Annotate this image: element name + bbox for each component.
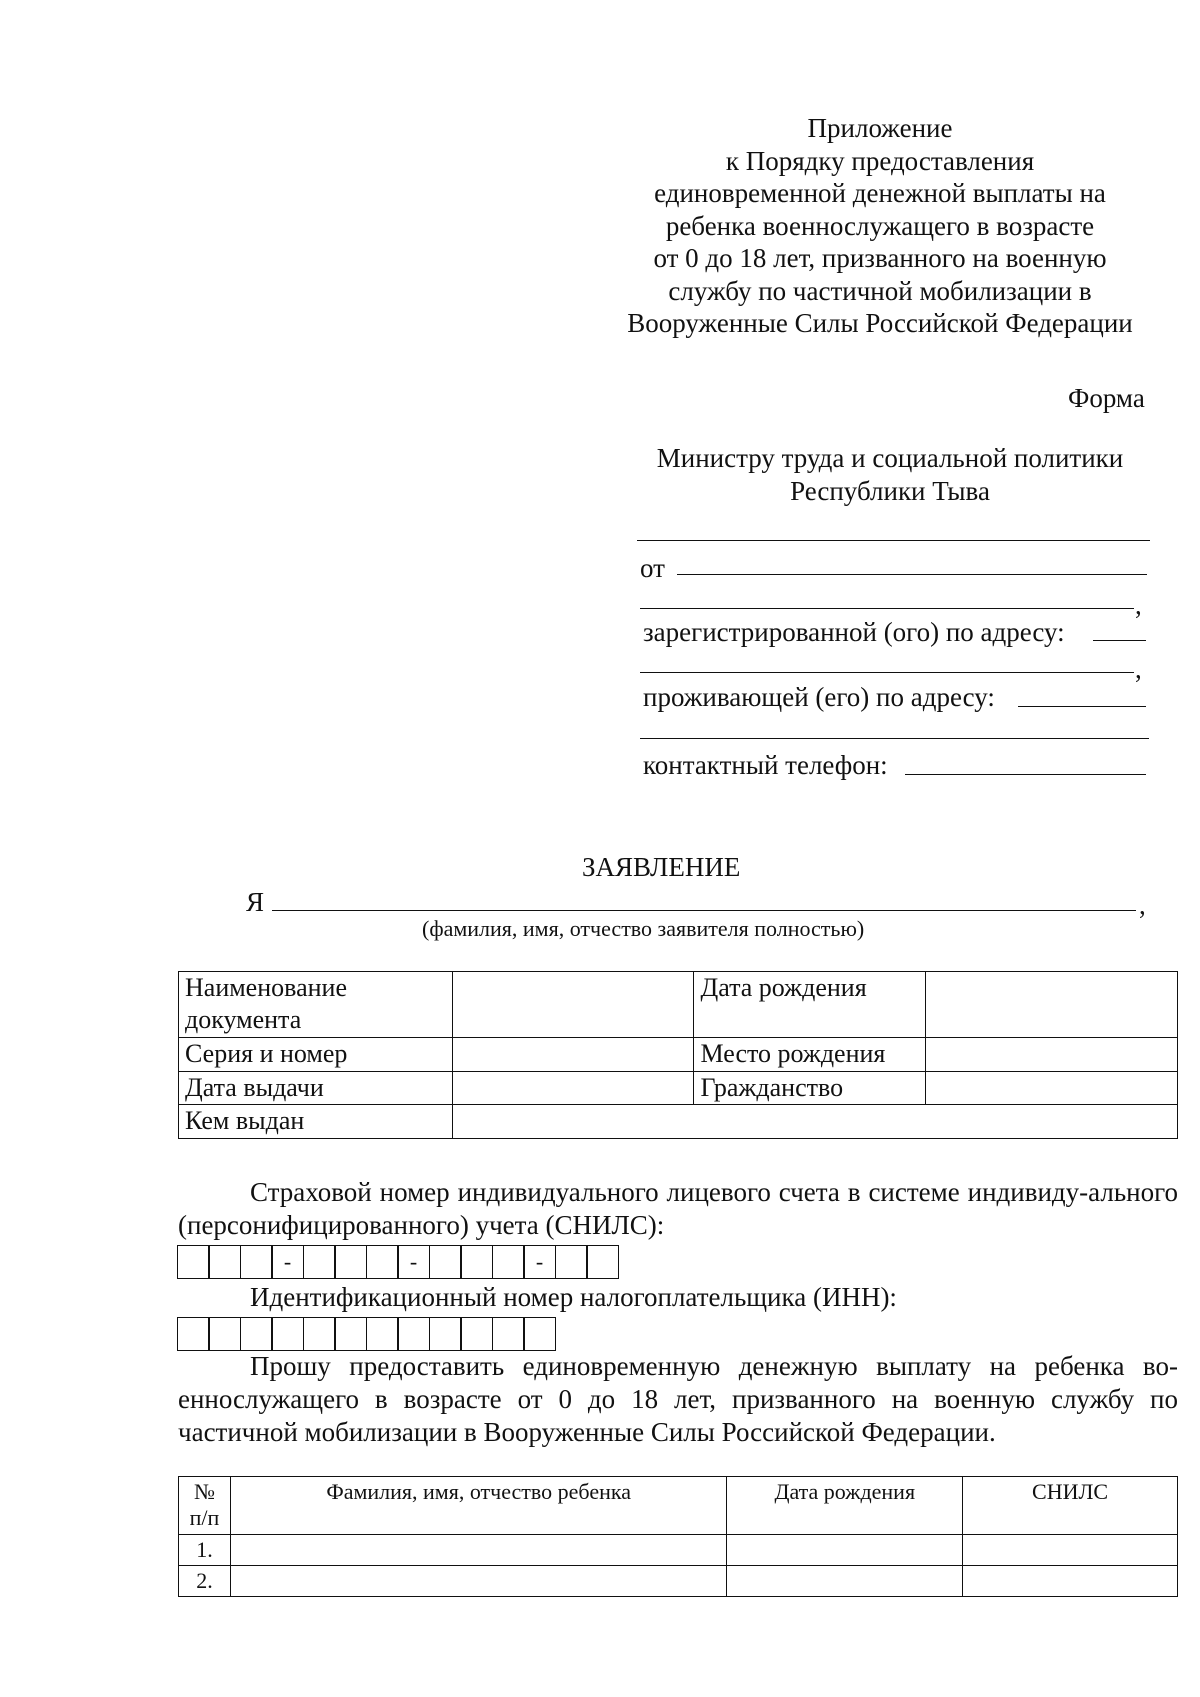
citizenship-label: Гражданство xyxy=(694,1072,926,1105)
row-number: 1. xyxy=(179,1535,231,1566)
birth-place-field[interactable] xyxy=(926,1038,1178,1072)
child-fio-cell[interactable] xyxy=(230,1566,726,1597)
registered-label: зарегистрированной (ого) по адресу: xyxy=(643,617,1065,647)
from-label: от xyxy=(640,553,665,583)
phone-line[interactable] xyxy=(905,774,1146,775)
request-text: Прошу предоставить единовременную денежную выплату на ребенка во-еннослужащего в возрасте от 0 до 18 лет, призванного на военную службу по частичной мобилизации в Вооруженные Силы Российской Федерации. xyxy=(178,1351,1178,1447)
residing-label: проживающей (его) по адресу: xyxy=(643,682,995,712)
applicant-fio-line[interactable] xyxy=(272,910,1136,911)
row-number: 2. xyxy=(179,1566,231,1597)
snils-digit-box[interactable] xyxy=(177,1245,210,1279)
col-fio-header: Фамилия, имя, отчество ребенка xyxy=(230,1477,726,1535)
col-snils-header: СНИЛС xyxy=(963,1477,1178,1535)
snils-digit-box[interactable] xyxy=(240,1245,273,1279)
citizenship-field[interactable] xyxy=(926,1072,1178,1105)
from-line[interactable] xyxy=(677,574,1147,575)
child-snils-cell[interactable] xyxy=(963,1566,1178,1597)
comma: , xyxy=(1139,890,1146,920)
snils-text: Страховой номер индивидуального лицевого счета в системе индивиду-ального (персонифицированного) учета (СНИЛС): xyxy=(178,1177,1178,1240)
snils-digit-box[interactable] xyxy=(208,1245,241,1279)
birth-date-field[interactable] xyxy=(926,972,1178,1038)
col-birth-header: Дата рождения xyxy=(727,1477,963,1535)
child-fio-cell[interactable] xyxy=(230,1535,726,1566)
inn-digit-box[interactable] xyxy=(366,1317,399,1351)
birth-date-label: Дата рождения xyxy=(694,972,926,1038)
snils-digit-box[interactable] xyxy=(555,1245,588,1279)
registered-line-2[interactable] xyxy=(640,672,1134,673)
inn-digit-box[interactable] xyxy=(492,1317,525,1351)
doc-name-label: Наименование документа xyxy=(179,972,453,1038)
series-number-field[interactable] xyxy=(452,1038,694,1072)
inn-digit-box[interactable] xyxy=(208,1317,241,1351)
appendix-line: единовременной денежной выплаты на xyxy=(654,178,1106,208)
table-row xyxy=(179,1566,1178,1597)
issued-by-label: Кем выдан xyxy=(179,1105,453,1139)
inn-digit-box[interactable] xyxy=(523,1317,556,1351)
snils-boxes[interactable] xyxy=(178,1245,619,1279)
from-line-2[interactable] xyxy=(640,608,1134,609)
addressee-block xyxy=(630,442,1150,508)
inn-digit-box[interactable] xyxy=(271,1317,304,1351)
statement-title: ЗАЯВЛЕНИЕ xyxy=(582,852,741,882)
inn-digit-box[interactable] xyxy=(177,1317,210,1351)
appendix-line: службу по частичной мобилизации в xyxy=(668,275,1092,306)
child-snils-cell[interactable] xyxy=(963,1535,1178,1566)
document-table xyxy=(178,971,1178,1139)
residing-line-2[interactable] xyxy=(640,738,1149,739)
addressee-line: Республики Тыва xyxy=(790,476,990,506)
series-number-label: Серия и номер xyxy=(179,1038,453,1072)
inn-digit-box[interactable] xyxy=(397,1317,430,1351)
form-label: Форма xyxy=(1068,383,1145,413)
phone-label: контактный телефон: xyxy=(643,750,888,780)
table-row xyxy=(179,1535,1178,1566)
appendix-line: к Порядку предоставления xyxy=(725,145,1035,176)
snils-digit-box[interactable] xyxy=(492,1245,525,1279)
child-birth-cell[interactable] xyxy=(727,1566,963,1597)
fio-hint: (фамилия, имя, отчество заявителя полностью) xyxy=(422,916,865,941)
registered-line[interactable] xyxy=(1093,640,1146,641)
snils-digit-box[interactable] xyxy=(303,1245,336,1279)
i-label: Я xyxy=(246,887,265,917)
appendix-line: ребенка военнослужащего в возрасте xyxy=(665,210,1095,241)
birth-place-label: Место рождения xyxy=(694,1038,926,1072)
comma: , xyxy=(1135,590,1142,620)
doc-name-field[interactable] xyxy=(452,972,694,1038)
snils-digit-box[interactable] xyxy=(334,1245,367,1279)
comma: , xyxy=(1135,654,1142,684)
inn-digit-box[interactable] xyxy=(303,1317,336,1351)
col-number-header: № п/п xyxy=(179,1477,231,1535)
snils-digit-box[interactable] xyxy=(460,1245,493,1279)
inn-digit-box[interactable] xyxy=(240,1317,273,1351)
snils-digit-box[interactable] xyxy=(586,1245,619,1279)
issue-date-label: Дата выдачи xyxy=(179,1072,453,1105)
inn-digit-box[interactable] xyxy=(334,1317,367,1351)
snils-separator: - xyxy=(271,1245,304,1279)
appendix-line: Приложение xyxy=(807,113,953,143)
appendix-line: от 0 до 18 лет, призванного на военную xyxy=(653,243,1107,273)
snils-digit-box[interactable] xyxy=(429,1245,462,1279)
snils-digit-box[interactable] xyxy=(366,1245,399,1279)
appendix-line: Вооруженные Силы Российской Федерации xyxy=(627,308,1133,338)
inn-text: Идентификационный номер налогоплательщика (ИНН): xyxy=(250,1282,897,1312)
addressee-line: Министру труда и социальной политики xyxy=(656,443,1124,473)
inn-digit-box[interactable] xyxy=(460,1317,493,1351)
children-table xyxy=(178,1476,1178,1597)
issued-by-field[interactable] xyxy=(452,1105,1177,1139)
snils-separator: - xyxy=(523,1245,556,1279)
inn-digit-box[interactable] xyxy=(429,1317,462,1351)
issue-date-field[interactable] xyxy=(452,1072,694,1105)
residing-line[interactable] xyxy=(1018,706,1146,707)
snils-separator: - xyxy=(397,1245,430,1279)
addressee-name-line[interactable] xyxy=(637,540,1150,541)
appendix-header xyxy=(600,112,1160,340)
child-birth-cell[interactable] xyxy=(727,1535,963,1566)
inn-boxes[interactable] xyxy=(178,1317,556,1351)
